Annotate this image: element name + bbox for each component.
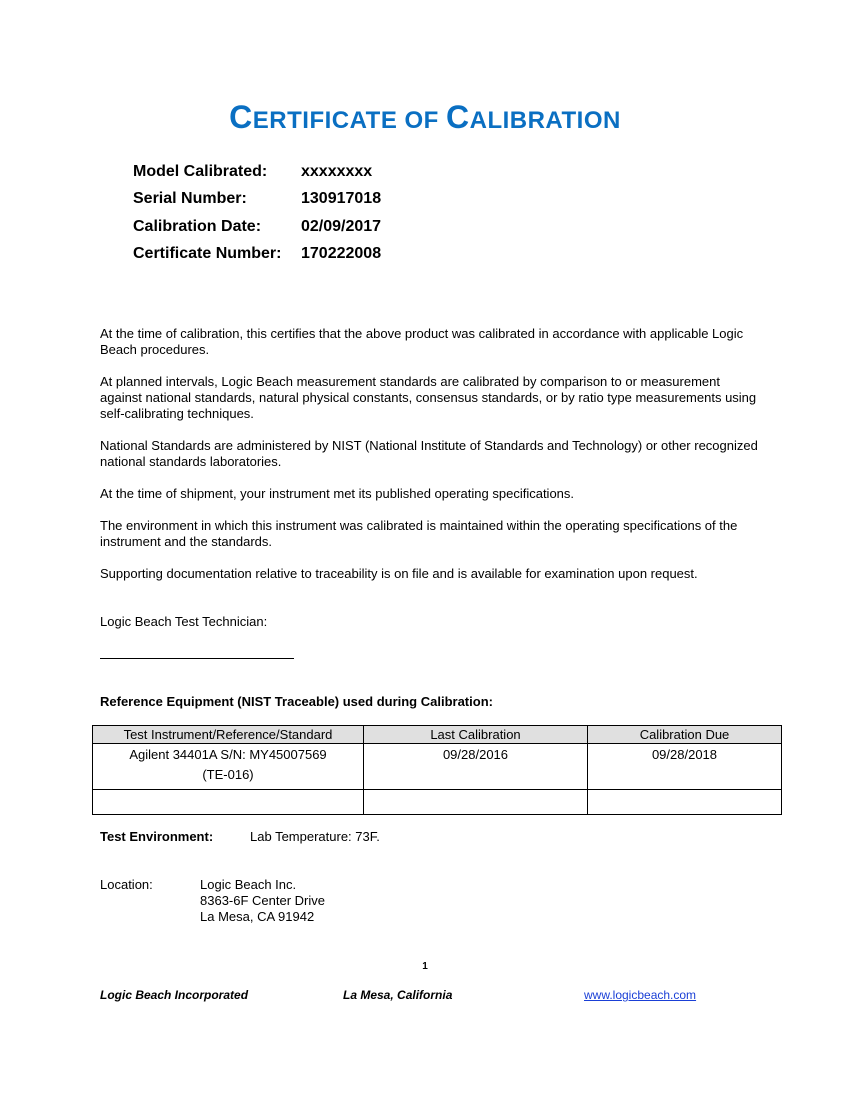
table-row <box>93 744 782 790</box>
last-calibration-cell: 09/28/2016 <box>364 744 588 790</box>
paragraph-certify: At the time of calibration, this certifies that the above product was calibrated in accordance with applicable Logic Beach procedures. <box>100 326 744 357</box>
column-header-instrument: Test Instrument/Reference/Standard <box>93 726 364 744</box>
calibration-due-cell: 09/28/2018 <box>588 744 782 790</box>
paragraph-nist: National Standards are administered by NIST (National Institute of Standards and Technology) or other recognized national standards laboratories. <box>100 438 758 469</box>
certificate-number-value: 170222008 <box>301 245 382 262</box>
page-number: 1 <box>422 961 428 972</box>
empty-cell <box>588 790 782 815</box>
signature-line <box>100 657 294 659</box>
paragraph-shipment: At the time of shipment, your instrument met its published operating specifications. <box>100 486 575 501</box>
title-part-1: ERTIFICATE OF <box>252 107 446 134</box>
location-line: 8363-6F Center Drive <box>200 893 325 908</box>
instrument-cell <box>93 744 364 790</box>
footer-city: La Mesa, California <box>343 988 453 1002</box>
model-value: xxxxxxxx <box>301 163 373 180</box>
column-header-last-calibration: Last Calibration <box>364 726 588 744</box>
instrument-id: (TE-016) <box>202 767 254 782</box>
instrument-name: Agilent 34401A S/N: MY45007569 <box>129 747 327 762</box>
certificate-title <box>0 99 850 136</box>
paragraph-environment: The environment in which this instrument was calibrated is maintained within the operating specifications of the instrument and the standards. <box>100 518 738 549</box>
empty-cell <box>364 790 588 815</box>
paragraph-documentation: Supporting documentation relative to traceability is on file and is available for examination upon request. <box>100 566 698 581</box>
test-environment-label: Test Environment: <box>100 829 214 844</box>
technician-label: Logic Beach Test Technician: <box>100 614 268 629</box>
title-part-2: ALIBRATION <box>469 107 621 134</box>
model-label: Model Calibrated: <box>133 163 268 180</box>
table-row-empty <box>93 790 782 815</box>
location-line: Logic Beach Inc. <box>200 877 297 892</box>
column-header-calibration-due: Calibration Due <box>588 726 782 744</box>
footer-company: Logic Beach Incorporated <box>100 988 249 1002</box>
title-initial-c: C <box>229 99 253 135</box>
footer-website-link[interactable]: www.logicbeach.com <box>584 988 697 1002</box>
serial-value: 130917018 <box>301 190 382 207</box>
empty-cell <box>93 790 364 815</box>
reference-table <box>92 725 782 815</box>
location-label: Location: <box>100 877 153 892</box>
location-line: La Mesa, CA 91942 <box>200 909 315 924</box>
reference-heading: Reference Equipment (NIST Traceable) used during Calibration: <box>100 694 493 709</box>
paragraph-intervals: At planned intervals, Logic Beach measurement standards are calibrated by comparison to or measurement against national standards, natural physical constants, consensus standards, or by ratio type measurements using self-calibrating techniques. <box>100 374 757 421</box>
table-header-row <box>93 726 782 744</box>
calibration-date-value: 02/09/2017 <box>301 218 382 235</box>
certificate-number-label: Certificate Number: <box>133 245 282 262</box>
test-environment-value: Lab Temperature: 73F. <box>250 829 380 844</box>
serial-label: Serial Number: <box>133 190 247 207</box>
calibration-date-label: Calibration Date: <box>133 218 262 235</box>
title-initial-c-2: C <box>446 99 470 135</box>
location-address <box>200 877 325 925</box>
